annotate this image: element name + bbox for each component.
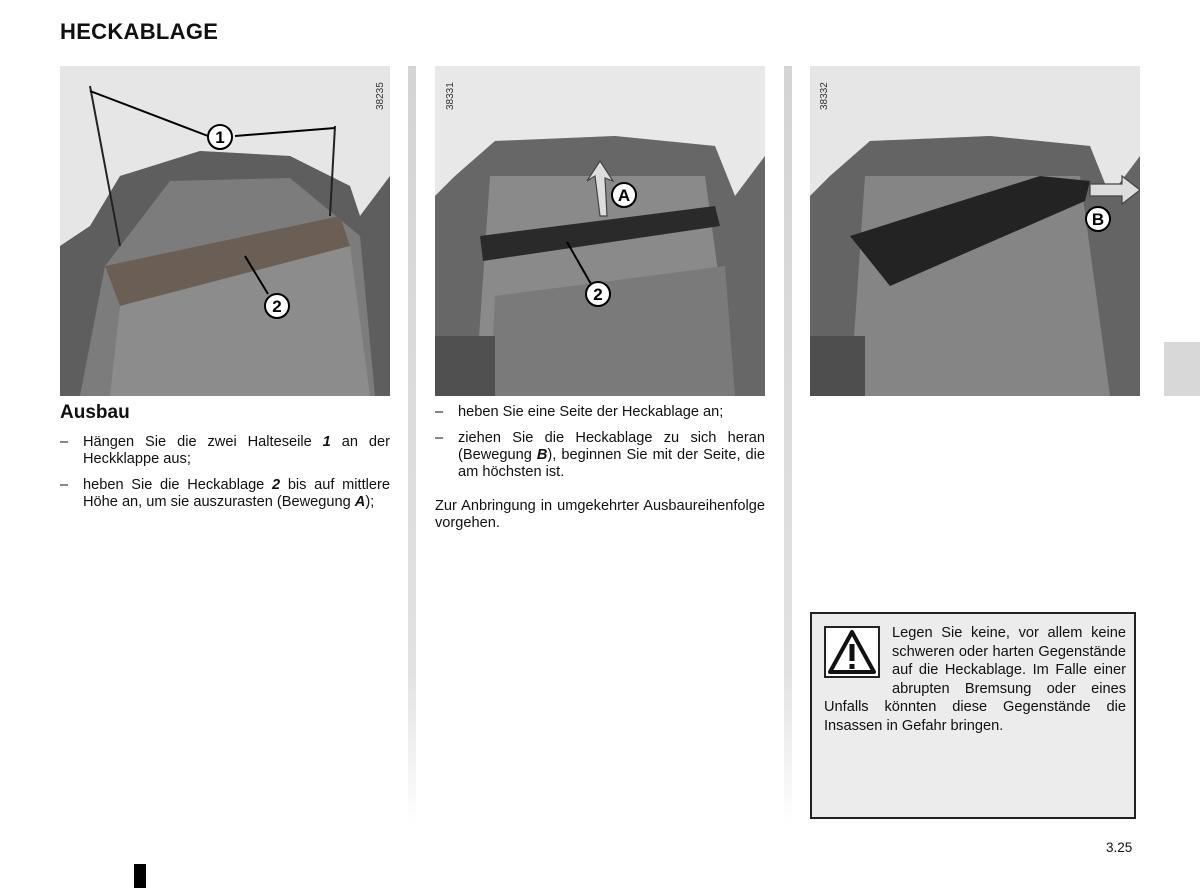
warning-text: Legen Sie keine, vor allem keine schweren oder harten Gegenstände auf die Heckablage. Im Falle einer abrupten Bremsung oder eines Unfalls könnten diese Gegenstände die Insassen in Gefahr bringen. [824,625,1126,734]
list-item: – heben Sie die Heckablage 2 bis auf mittlere Höhe an, um sie auszurasten (Bewegung A); [60,477,390,511]
column-divider [408,66,416,826]
instruction-list [60,434,390,520]
callout-a: A [617,186,631,205]
section-heading: Ausbau [60,402,130,423]
reassembly-note: Zur Anbringung in umgekehrter Ausbaureihenfolge vorgehen. [435,498,765,531]
callout-2: 2 [593,285,603,304]
photo-remove-shelf [810,66,1140,396]
page-title: HECKABLAGE [60,19,219,44]
photo-lift-shelf [435,66,765,396]
photo-trunk-cables [60,66,390,396]
warning-box [810,612,1136,819]
instruction-list [435,404,765,490]
chapter-tab [1164,342,1200,396]
page-number: 3.25 [1106,840,1133,855]
callout-b: B [1091,210,1105,229]
callout-2: 2 [272,297,282,316]
list-item: – Hängen Sie die zwei Halteseile 1 an der Heckklappe aus; [60,434,390,468]
image-number: 38331 [445,82,456,110]
margin-bar [134,864,146,888]
image-number: 38332 [819,82,830,110]
image-number: 38235 [375,82,386,110]
column-divider [784,66,792,826]
callout-1: 1 [215,128,225,147]
list-item: – heben Sie eine Seite der Heckablage an; [435,404,765,421]
list-item: – ziehen Sie die Heckablage zu sich heran (Bewegung B), beginnen Sie mit der Seite, die am höchsten ist. [435,430,765,481]
